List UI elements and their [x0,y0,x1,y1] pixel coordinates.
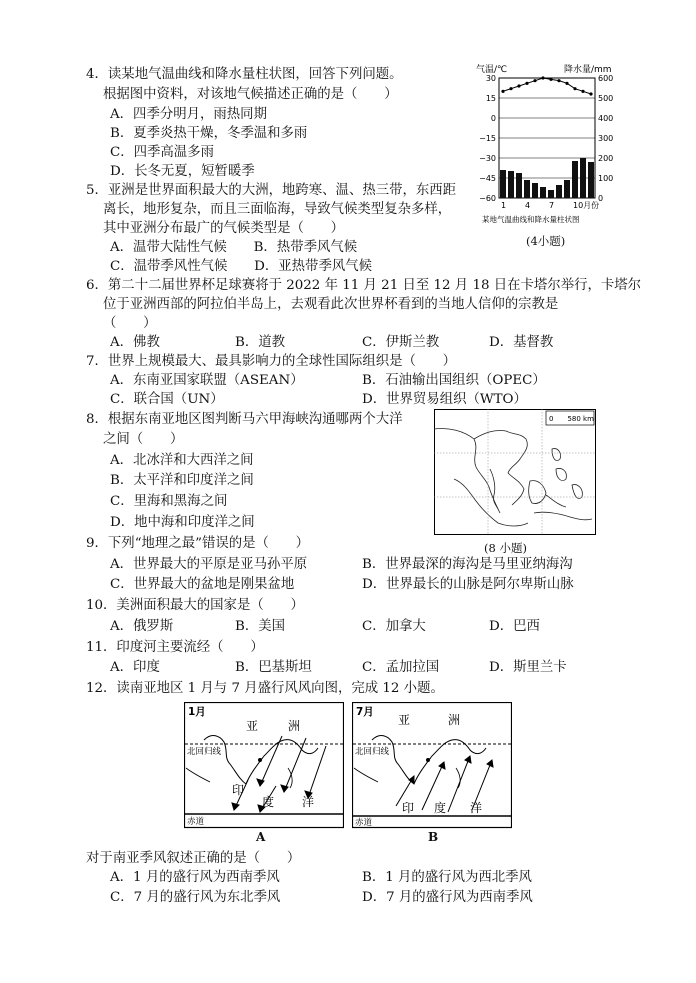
temp-tick-label: 15 [485,94,496,103]
q11-option-c[interactable]: C．孟加拉国 [362,660,440,675]
q5-stem-line2: 离长，地形复杂，而且三面临海，导致气候类型复杂多样， [103,202,452,217]
monsoon-map-july [352,702,512,830]
climate-chart [474,62,624,242]
q9-option-d[interactable]: D．世界最长的山脉是阿尔卑斯山脉 [362,577,574,592]
q10-stem: 10．美洲面积最大的国家是（ ） [86,598,304,613]
q8-option-b[interactable]: B．太平洋和印度洋之间 [110,473,254,488]
q11-option-a[interactable]: A．印度 [110,660,160,675]
q5-stem-line3: 其中亚洲分布最广的气候类型是（ ） [103,221,345,236]
monsoon-map-january [184,702,344,830]
map-a-ocean-2: 度 [262,795,275,809]
precip-tick-label: 600 [598,74,614,83]
temp-point [501,90,504,93]
precip-tick-label: 100 [598,174,614,183]
chart-title: 某地气温曲线和降水量柱状图 [482,215,580,224]
q10-option-a[interactable]: A．俄罗斯 [110,619,174,634]
precip-bar [580,158,586,198]
precip-tick-label: 200 [598,154,614,163]
precip-bar [500,170,506,198]
map-frame [435,410,596,535]
q12-option-d[interactable]: D．7 月的盛行风为西南季风 [362,890,533,905]
temp-tick-label: −30 [479,154,496,163]
q4-option-a[interactable]: A．四季分明月，雨热同期 [110,107,267,122]
q12-option-b[interactable]: B．1 月的盛行风为西北季风 [362,870,532,885]
q12-stem: 12．读南亚地区 1 月与 7 月盛行风风向图，完成 12 小题。 [86,681,444,696]
precip-tick-label: 500 [598,94,614,103]
map-a-label: A [256,830,266,844]
map-a-asia-1: 亚 [246,719,259,733]
map-b-label: B [428,830,439,844]
temp-tick-label: −15 [479,134,496,143]
month-tick-label: 10月份 [573,201,600,210]
q12-question: 对于南亚季风叙述正确的是（ ） [86,851,301,866]
map-b-city-dot [426,758,430,762]
q8-stem-line1: 8．根据东南亚地区图判断马六甲海峡沟通哪两个大洋 [86,412,403,427]
q9-option-a[interactable]: A．世界最大的平原是亚马孙平原 [110,557,308,572]
q8-stem-line2: 之间（ ） [103,432,184,447]
map-a-tropic-label: 北回归线 [187,747,222,757]
map-b-month: 7月 [356,706,374,718]
q6-option-d[interactable]: D．基督教 [489,335,554,350]
q6-stem-line1: 6．第二十二届世界杯足球赛将于 2022 年 11 月 21 日至 12 月 18 日在卡塔尔举行，卡塔尔 [86,278,642,293]
temp-point [541,76,544,79]
q11-option-b[interactable]: B．巴基斯坦 [235,660,312,675]
precip-bar [540,187,546,198]
map-a-ocean-3: 洋 [302,795,315,809]
precip-bar [532,183,538,198]
q11-option-d[interactable]: D．斯里兰卡 [489,660,567,675]
map-b-frame [353,703,512,828]
map-b-ocean-2: 度 [434,801,447,815]
precip-bar [516,173,522,198]
temp-point [573,87,576,90]
q12-option-c[interactable]: C．7 月的盛行风为东北季风 [110,890,281,905]
temp-tick-label: 30 [485,74,496,83]
q8-option-a[interactable]: A．北冰洋和大西洋之间 [110,453,254,468]
q5-options-row2[interactable]: C．温带季风性气候 D．亚热带季风气候 [110,259,373,274]
map-b-equator-label: 赤道 [355,818,373,828]
map-a-month: 1月 [188,706,206,718]
map-b-asia-2: 洲 [448,713,461,727]
q7-option-a[interactable]: A．东南亚国家联盟（ASEAN） [110,373,304,388]
precip-tick-label: 0 [598,194,604,203]
month-tick-label: 7 [549,201,555,210]
precip-bar [508,171,514,198]
temp-tick-label: −45 [479,174,496,183]
q7-option-b[interactable]: B．石油输出国组织（OPEC） [362,373,546,388]
temp-point [509,87,512,90]
southeast-asia-map [434,409,596,535]
temp-point [557,79,560,82]
q6-option-b[interactable]: B．道教 [235,335,286,350]
temp-point [549,78,552,81]
temp-point [589,92,592,95]
precip-tick-label: 300 [598,134,614,143]
q8-option-c[interactable]: C．里海和黑海之间 [110,494,228,509]
precip-bar [524,180,530,198]
q8-option-d[interactable]: D．地中海和印度洋之间 [110,515,255,530]
month-tick-label: 1 [501,201,507,210]
precip-bar [564,180,570,198]
q5-stem-line1: 5．亚洲是世界面积最大的大洲，地跨寒、温、热三带，东西距 [86,183,457,198]
q6-stem-line2: 位于亚洲西部的阿拉伯半岛上，去观看此次世界杯看到的当地人信仰的宗教是 [103,297,559,312]
q9-option-b[interactable]: B．世界最深的海沟是马里亚纳海沟 [362,557,573,572]
q6-stem-paren: （ ） [103,316,157,331]
q10-option-c[interactable]: C．加拿大 [362,619,426,634]
q12-option-a[interactable]: A．1 月的盛行风为西南季风 [110,870,280,885]
temp-point [533,79,536,82]
temp-line [503,78,591,94]
q8-figure-caption: (8 小题) [484,541,527,555]
precip-bar [556,185,562,198]
q4-option-b[interactable]: B．夏季炎热干燥，冬季温和多雨 [110,126,308,141]
temp-tick-label: −60 [479,194,496,203]
q4-option-c[interactable]: C．四季高温多雨 [110,145,214,160]
map-b-tropic-label: 北回归线 [355,747,390,757]
map-a-ocean-1: 印 [232,783,245,797]
precip-tick-label: 400 [598,114,614,123]
q6-option-a[interactable]: A．佛教 [110,335,160,350]
temp-point [581,90,584,93]
map-b-asia-1: 亚 [398,713,411,727]
precip-axis-title: 降水量/mm [564,65,612,75]
q9-stem: 9．下列“地理之最”错误的是（ ） [86,536,310,551]
map-a-equator-label: 赤道 [187,817,205,827]
month-tick-label: 4 [525,201,531,210]
precip-bar [548,190,554,198]
temp-point [517,84,520,87]
q4-stem-line1: 4．读某地气温曲线和降水量柱状图，回答下列问题。 [86,67,403,82]
map-a-asia-2: 洲 [288,719,301,733]
q11-stem: 11．印度河主要流经（ ） [86,640,264,655]
q4-figure-caption: (4小题) [526,234,566,248]
precip-bar [572,161,578,198]
temp-point [525,82,528,85]
temp-axis-title: 气温/℃ [476,65,508,75]
map-b-ocean-3: 洋 [470,801,483,815]
q4-option-d[interactable]: D．长冬无夏，短暂暖季 [110,164,255,179]
temp-tick-label: 0 [490,114,496,123]
q7-stem: 7．世界上规模最大、最具影响力的全球性国际组织是（ ） [86,354,457,369]
q10-option-b[interactable]: B．美国 [235,619,286,634]
temp-point [565,82,568,85]
map-b-ocean-1: 印 [402,801,415,815]
q9-option-c[interactable]: C．世界最大的盆地是刚果盆地 [110,577,295,592]
map-scale: 0 580 km [549,415,594,423]
precip-bar [588,162,594,198]
map-a-city-dot [258,758,262,762]
q5-options-row1[interactable]: A．温带大陆性气候 B．热带季风气候 [110,240,358,255]
q10-option-d[interactable]: D．巴西 [489,619,540,634]
q4-stem-line2: 根据图中资料，对该地气候描述正确的是（ ） [103,87,398,102]
q6-option-c[interactable]: C．伊斯兰教 [362,335,440,350]
q7-option-c[interactable]: C．联合国（UN） [110,392,224,407]
q7-option-d[interactable]: D．世界贸易组织（WTO） [362,392,527,407]
